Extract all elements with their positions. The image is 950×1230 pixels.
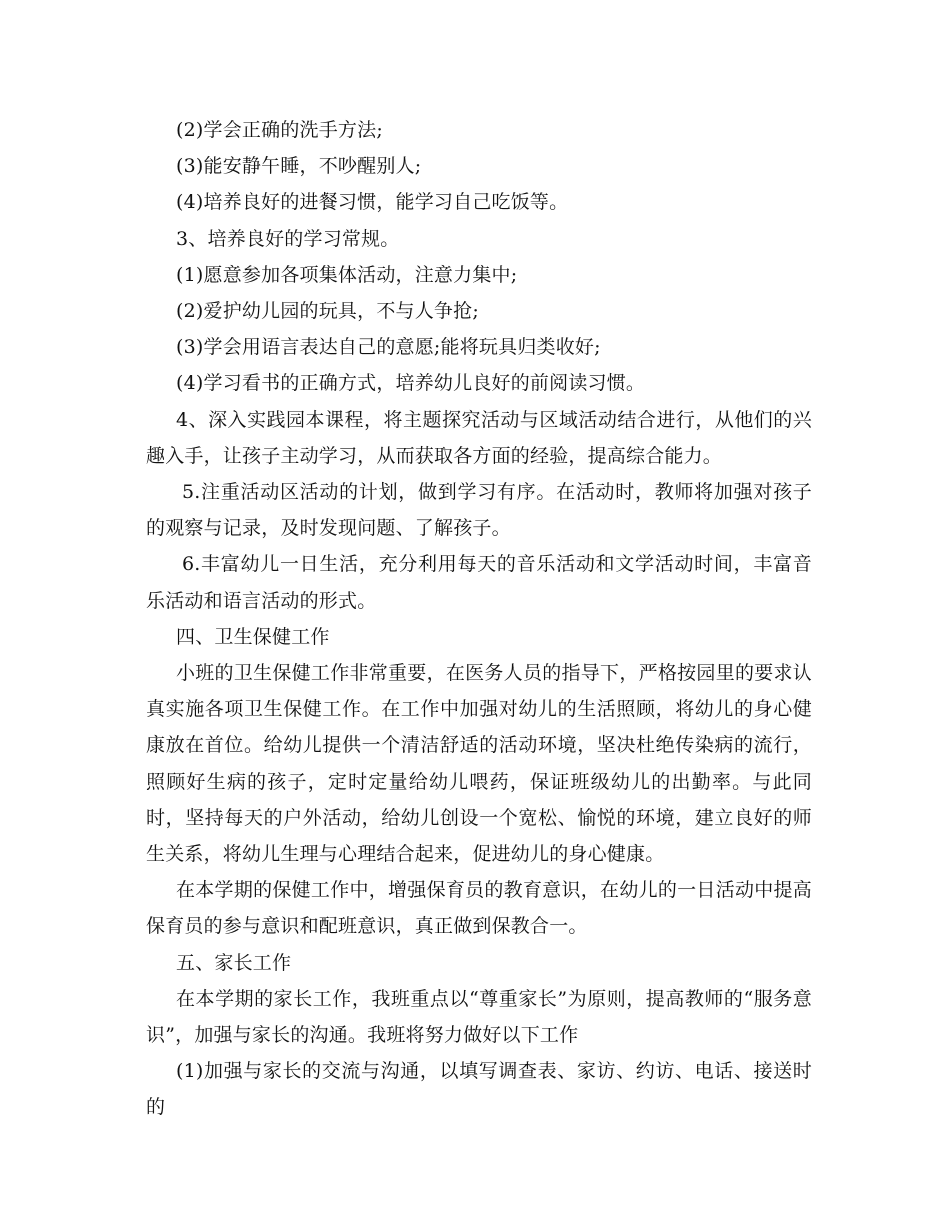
section-item-heading: 3、培养良好的学习常规。 [176, 227, 400, 250]
list-item: (3)学会用语言表达自己的意愿;能将玩具归类收好; [176, 336, 601, 359]
list-item: (1)加强与家长的交流与沟通，以填写调查表、家访、约访、电话、接送时的 [146, 1060, 812, 1119]
list-item: (2)学会正确的洗手方法; [176, 119, 383, 141]
list-item: (4)学习看书的正确方式，培养幼儿良好的前阅读习惯。 [176, 372, 646, 395]
list-item: (3)能安静午睡，不吵醒别人; [176, 155, 422, 178]
body-paragraph: 在本学期的保健工作中，增强保育员的教育意识，在幼儿的一日活动中提高保育员的参与意识和配班意识，真正做到保教合一。 [146, 879, 812, 938]
body-paragraph: 在本学期的家长工作，我班重点以“尊重家长”为原则，提高教师的“服务意识”，加强与家长的沟通。我班将努力做好以下工作 [146, 987, 812, 1047]
list-item: (4)培养良好的进餐习惯，能学习自己吃饭等。 [176, 191, 569, 214]
list-item: (1)愿意参加各项集体活动，注意力集中; [176, 263, 518, 286]
document-body [146, 112, 812, 1126]
section-heading: 五、家长工作 [176, 951, 292, 974]
body-paragraph: 5.注重活动区活动的计划，做到学习有序。在活动时，教师将加强对孩子的观察与记录，及时发现问题、了解孩子。 [146, 481, 812, 540]
body-paragraph: 4、深入实践园本课程，将主题探究活动与区域活动结合进行，从他们的兴趣入手，让孩子主动学习，从而获取各方面的经验，提高综合能力。 [146, 408, 812, 467]
body-paragraph: 6.丰富幼儿一日生活，充分利用每天的音乐活动和文学活动时间，丰富音乐活动和语言活动的形式。 [146, 553, 812, 612]
body-paragraph: 小班的卫生保健工作非常重要，在医务人员的指导下，严格按园里的要求认真实施各项卫生保健工作。在工作中加强对幼儿的生活照顾，将幼儿的身心健康放在首位。给幼儿提供一个清洁舒适的活动环境，坚决杜绝传染病的流行，照顾好生病的孩子，定时定量给幼儿喂药，保证班级幼儿的出勤率。与此同时，坚持每天的户外活动，给幼儿创设一个宽松、愉悦的环境，建立良好的师生关系，将幼儿生理与心理结合起来，促进幼儿的身心健康。 [146, 662, 812, 866]
section-heading: 四、卫生保健工作 [176, 625, 330, 648]
list-item: (2)爱护幼儿园的玩具，不与人争抢; [176, 300, 479, 323]
